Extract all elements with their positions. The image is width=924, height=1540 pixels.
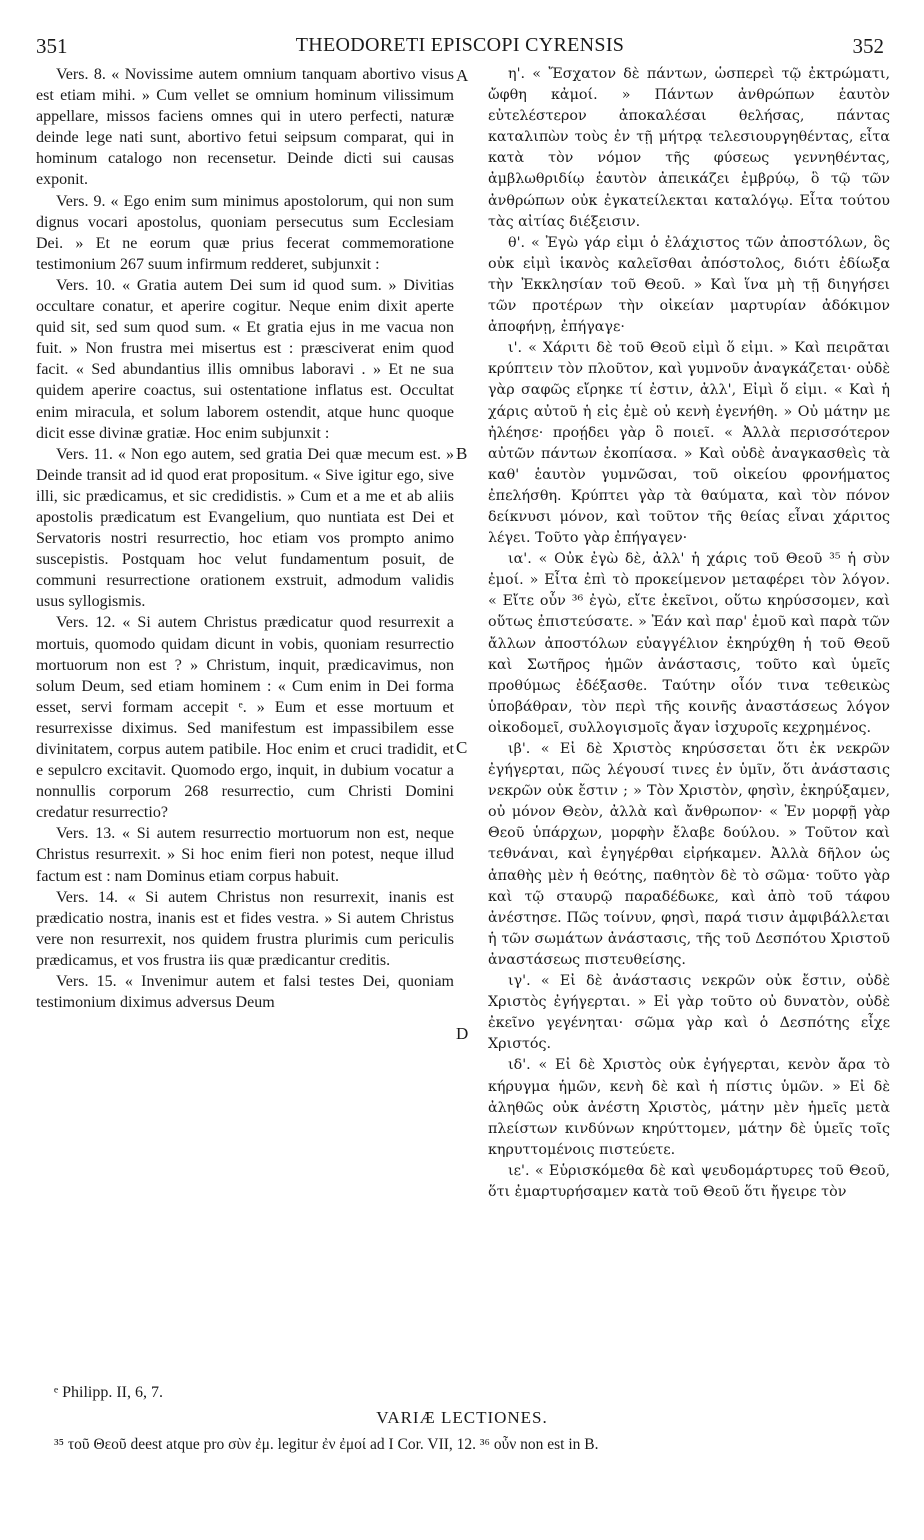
latin-paragraph-vers-9: Vers. 9. « Ego enim sum minimus apostolorum, qui non sum dignus vocari apostolus, quoniam persecutus sum Ecclesiam Dei. » Et ne eorum quæ prius fecerat commemoratione testimonium 267 suum infirmum redderet, subjunxit : bbox=[36, 192, 454, 273]
greek-paragraph-8: η'. « Ἔσχατον δὲ πάντων, ὡσπερεὶ τῷ ἐκτρώματι, ὤφθη κἀμοί. » Πάντων ἀνθρώπων ἑαυτὸν εὐτελέστερον ἀποκαλέσαι θελήσας, πάντας καταλιπὼν τοὺς ἐν τῇ μήτρᾳ τελεσιουργηθέντας, εἶτα κατὰ τὸν νόμον τῆς φύσεως γεννηθέντας, ἀμβλωθριδίῳ ἑαυτὸν ἀπεικάζει ἐμβρύῳ, ὃ τῷ τῶν ἀνθρώπων οὐκ ἐγκατείλεκται καταλόγῳ. Εἶτα τούτου τὰς αἰτίας διέξεισιν. bbox=[488, 66, 890, 230]
greek-paragraph-11: ια'. « Οὐκ ἐγὼ δὲ, ἀλλ' ἡ χάρις τοῦ Θεοῦ ³⁵ ἡ σὺν ἐμοί. » Εἶτα ἐπὶ τὸ προκείμενον μεταφέρει τὸν λόγον. « Εἴτε οὖν ³⁶ ἐγὼ, εἴτε ἐκεῖνοι, οὕτω κηρύσσομεν, καὶ οὕτως ἐπιστεύσατε. » Ἐάν καὶ παρ' ἐμοῦ καὶ παρὰ τῶν ἄλλων ἀποστόλων εὐαγγέλιον ἐκηρύχθη ἡ τοῦ Θεοῦ καὶ Σωτῆρος ἡμῶν ἀνάστασις, τοῦτο καὶ ὑμεῖς προθύμως ἐδέξασθε. Ταύτην οἷόν τινα τεθεικὼς ὑποβάθραν, τὸν περὶ τῆς κοινῆς ἀναστάσεως λόγον οἰκοδομεῖ, συλλογισμοῖς ἄγαν ἰσχυροῖς κεχρημένος. bbox=[488, 551, 890, 736]
latin-paragraph-vers-11: Vers. 11. « Non ego autem, sed gratia Dei quæ mecum est. » Deinde transit ad id quod erat propositum. « Sive igitur ego, sive illi, sic prædicamus, et sic credidistis. » Cum et a me et ab aliis apostolis prædicatum est Evangelium, quo nuntiata est Dei et Servatoris nostri resurrectio, hoc etiam vos prompto animo suscepistis. Postquam hoc velut fundamentum posuit, de communi resurrectione orationem exstruit, admodum validis usus syllogismis. bbox=[36, 445, 454, 611]
greek-column bbox=[488, 64, 890, 1203]
greek-paragraph-15: ιε'. « Εὑρισκόμεθα δὲ καὶ ψευδομάρτυρες τοῦ Θεοῦ, ὅτι ἐμαρτυρήσαμεν κατὰ τοῦ Θεοῦ ὅτι ἤγειρε τὸν bbox=[488, 1162, 890, 1200]
greek-paragraph-14: ιδ'. « Εἰ δὲ Χριστὸς οὐκ ἐγήγερται, κενὸν ἄρα τὸ κήρυγμα ἡμῶν, κενὴ δὲ καὶ ἡ πίστις ὑμῶν. » Εἰ δὲ ἀληθῶς οὐκ ἀνέστη Χριστὸς, μάτην μὲν ἡμεῖς μετὰ πλείστων κινδύνων κηρύττομεν, μάτην δὲ ὑμεῖς τοῖς κηρυττομένοις πιστεύετε. bbox=[488, 1057, 890, 1158]
running-header bbox=[36, 34, 884, 62]
variae-lectiones-text: ³⁵ τοῦ Θεοῦ deest atque pro σὺν ἐμ. legitur ἐν ἐμοί ad I Cor. VII, 12. ³⁶ οὖν non est in B. bbox=[54, 1436, 599, 1453]
right-page-number: 352 bbox=[852, 34, 884, 58]
latin-paragraph-vers-10: Vers. 10. « Gratia autem Dei sum id quod sum. » Divitias occultare conatur, et aperire cogitur. Neque enim dixit aperte quid sit, sed sum quod sum. « Et gratia ejus in me vacua non fuit. » Non frustra mei misertus est : præsciverat enim quod facit. « Sed abundantius illis omnibus laboravi . » Et ne sua quidem aperire coactus, sui ostentatione inflatus est. Occultat enim miracula, et solum laborem ostendit, atque hunc quoque dicit esse divinæ gratiæ. Hoc enim subjunxit : bbox=[36, 276, 454, 442]
latin-paragraph-vers-8: Vers. 8. « Novissime autem omnium tanquam abortivo visus est etiam mihi. » Cum vellet se omnium hominum vilissimum appellare, missos faciens omnes qui in utero perfecti, naturæ deinde lege nati sunt, abortivo fetui seipsum comparat, qui in hominum catalogo non recensetur. Deinde dicti sui causas exponit. bbox=[36, 66, 454, 189]
margin-letter-c: C bbox=[456, 738, 468, 757]
latin-paragraph-vers-15: Vers. 15. « Invenimur autem et falsi testes Dei, quoniam testimonium diximus adversus Deum bbox=[36, 973, 454, 1012]
variae-lectiones-title: VARIÆ LECTIONES. bbox=[376, 1408, 548, 1427]
margin-letter-b: B bbox=[456, 444, 468, 463]
greek-paragraph-12: ιβ'. « Εἰ δὲ Χριστὸς κηρύσσεται ὅτι ἐκ νεκρῶν ἐγήγερται, πῶς λέγουσί τινες ἐν ὑμῖν, ὅτι ἀνάστασις νεκρῶν οὐκ ἔστιν ; » Τὸν Χριστὸν, φησὶν, ἐκηρύξαμεν, οὐ μόνον Θεὸν, ἀλλὰ καὶ ἄνθρωπον· « Ἐν μορφῇ γὰρ Θεοῦ ὑπάρχων, μορφὴν ἔλαβε δούλου. » Τοῦτον καὶ τεθνάναι, καὶ ἐγηγέρθαι εἰρήκαμεν. Ἀλλὰ δῆλον ὡς ἀπαθὴς μὲν ἡ θεότης, παθητὸν δὲ τὸ σῶμα· τοῦτο γὰρ καὶ τῷ σταυρῷ παραδέδωκε, καὶ ἀπὸ τοῦ τάφου ἀνέστησε. Πῶς τοίνυν, φησὶ, παρά τισιν ἀμφιβάλλεται ἡ τῶν σωμάτων ἀνάστασις, τῆς τοῦ Δεσπότου Χριστοῦ ἀναστάσεως πιστευθείσης. bbox=[488, 741, 890, 968]
latin-paragraph-vers-13: Vers. 13. « Si autem resurrectio mortuorum non est, neque Christus resurrexit. » Si hoc enim fieri non potest, neque illud factum est : nam Dominus etiam corpus habuit. bbox=[36, 825, 454, 885]
margin-letter-a: A bbox=[456, 66, 469, 85]
latin-column bbox=[36, 64, 454, 1013]
margin-letter-d: D bbox=[456, 1024, 469, 1043]
greek-paragraph-10: ι'. « Χάριτι δὲ τοῦ Θεοῦ εἰμὶ ὅ εἰμι. » Καὶ πειρᾶται κρύπτειν τὸν πλοῦτον, καὶ γυμνοῦν ἀναγκάζεται· οὐδὲ γὰρ σαφῶς εἴρηκε τί ἐστιν, ἀλλ', Εἰμὶ ὅ εἰμι. « Καὶ ἡ χάρις αὐτοῦ ἡ εἰς ἐμὲ οὐ κενὴ ἐγενήθη. » Οὐ μάτην με ἠλέησε· προῄδει γὰρ ὃ ποιεῖ. « Ἀλλὰ περισσότερον αὐτῶν πάντων ἐκοπίασα. » Καὶ οὐδὲ ἀναγκασθεὶς τὰ καθ' ἑαυτὸν γυμνῶσαι, τοῦ οἰκείου φρονήματος ἐπελήσθη. Κρύπτει γὰρ τὰ θαύματα, καὶ τὸν πόνον δείκνυσι μόνον, καὶ τοῦτον τῆς θείας εἶναι χάριτος λέγει. Τοῦτο γὰρ ἐπήγαγεν· bbox=[488, 340, 890, 547]
greek-paragraph-9: θ'. « Ἐγὼ γάρ εἰμι ὁ ἐλάχιστος τῶν ἀποστόλων, ὃς οὐκ εἰμὶ ἱκανὸς καλεῖσθαι ἀπόστολος, διότι ἐδίωξα τὴν Ἐκκλησίαν τοῦ Θεοῦ. » Καὶ ἵνα μὴ τῇ διηγήσει τῶν προτέρων τὴν οἰκείαν μαρτυρίαν ἀδόκιμον ἀποφήνῃ, ἐπήγαγε· bbox=[488, 234, 890, 336]
running-title: THEODORETI EPISCOPI CYRENSIS bbox=[295, 34, 625, 56]
left-page-number: 351 bbox=[36, 34, 68, 58]
greek-paragraph-13: ιγ'. « Εἰ δὲ ἀνάστασις νεκρῶν οὐκ ἔστιν, οὐδὲ Χριστὸς ἐγήγερται. » Εἰ γὰρ τοῦτο οὐ δυνατὸν, οὐδὲ ἐκεῖνο γεγένηται· σῶμα γὰρ καὶ ὁ Δεσπότης εἶχε Χριστός. bbox=[488, 973, 890, 1053]
footnote: ᵉ Philipp. II, 6, 7. bbox=[54, 1384, 163, 1401]
latin-paragraph-vers-14: Vers. 14. « Si autem Christus non resurrexit, inanis est prædicatio nostra, inanis est et fides vestra. » Si autem Christus vere non resurrexit, nos quidem frustra plurimis cum periculis prædicamus, et vos frustra iis quæ prædicantur creditis. bbox=[36, 888, 454, 969]
latin-paragraph-vers-12: Vers. 12. « Si autem Christus prædicatur quod resurrexit a mortuis, quomodo quidam dicunt in vobis, quoniam resurrectio mortuorum non est ? » Christum, inquit, prædicavimus, non solum Deum, sed etiam hominem : « Cum enim in Dei forma esset, servi formam accepit ᵉ. » Eum et esse mortuum et resurrexisse diximus. Sed manifestum est impassibilem esse divinitatem, corpus autem patibile. Hoc enim et cruci tradidit, et e sepulcro excitavit. Quomodo ergo, inquit, in dubium vocatur a nonnullis corporum 268 resurrectio, cum Christi Domini credatur resurrectio? bbox=[36, 614, 454, 822]
